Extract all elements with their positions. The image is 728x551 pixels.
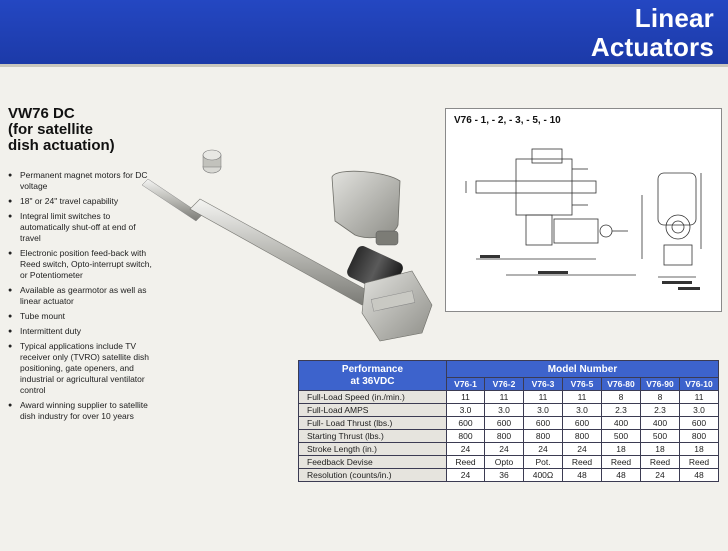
table-cell: Reed — [602, 456, 641, 469]
table-row — [299, 417, 719, 430]
dimension-diagram — [445, 108, 722, 312]
model-column-header: V76-80 — [602, 378, 641, 391]
table-cell: 600 — [524, 417, 563, 430]
table-cell: 48 — [602, 469, 641, 482]
table-cell: 11 — [447, 391, 485, 404]
table-cell: 18 — [680, 443, 719, 456]
table-cell: 2.3 — [602, 404, 641, 417]
table-cell: 18 — [602, 443, 641, 456]
table-cell: Reed — [641, 456, 680, 469]
table-cell: 24 — [447, 443, 485, 456]
table-cell: 800 — [563, 430, 602, 443]
inner-rod — [142, 179, 202, 221]
model-number-header: Model Number — [447, 361, 719, 378]
table-cell: 11 — [680, 391, 719, 404]
header-title — [591, 4, 714, 62]
table-cell: 11 — [563, 391, 602, 404]
table-row — [299, 404, 719, 417]
performance-table — [298, 360, 719, 482]
table-cell: Reed — [563, 456, 602, 469]
row-label: Starting Thrust (lbs.) — [299, 430, 447, 443]
feature-item: ● Typical applications include TV receiver only (TVRO) satellite dish positioning, gate openers, and industrial or agricultural ventilator control — [8, 341, 158, 396]
performance-label-line2: at 36VDC — [350, 375, 395, 387]
row-label: Full-Load Speed (in./min.) — [299, 391, 447, 404]
table-cell: 24 — [641, 469, 680, 482]
table-cell: 3.0 — [524, 404, 563, 417]
feature-item: ● Award winning supplier to satellite dish industry for over 10 years — [8, 400, 158, 422]
feature-item: ● Available as gearmotor as well as linear actuator — [8, 285, 158, 307]
table-cell: 36 — [485, 469, 524, 482]
header-title-line2: Actuators — [590, 32, 714, 62]
model-column-header: V76-2 — [485, 378, 524, 391]
actuator-photo — [140, 145, 440, 360]
table-cell: 800 — [524, 430, 563, 443]
table-row — [299, 443, 719, 456]
table-cell: 3.0 — [680, 404, 719, 417]
header-divider — [0, 64, 728, 67]
table-row — [299, 391, 719, 404]
row-label: Full-Load AMPS — [299, 404, 447, 417]
table-cell: 8 — [641, 391, 680, 404]
table-cell: 400Ω — [524, 469, 563, 482]
technical-drawing — [446, 109, 721, 311]
table-cell: 800 — [485, 430, 524, 443]
table-cell: 11 — [524, 391, 563, 404]
table-cell: 800 — [447, 430, 485, 443]
product-title-line2: (for satellite — [8, 121, 94, 138]
header-title-line1: Linear — [634, 3, 714, 33]
table-cell: 400 — [641, 417, 680, 430]
product-title-line1: VW76 DC — [8, 105, 75, 122]
table-cell: 11 — [485, 391, 524, 404]
feature-item: ● 18" or 24" travel capability — [8, 196, 158, 207]
row-label: Resolution (counts/in.) — [299, 469, 447, 482]
table-cell: 400 — [602, 417, 641, 430]
feature-item: ● Electronic position feed-back with Reed switch, Opto-interrupt switch, or Potentiometer — [8, 248, 158, 281]
model-column-header: V76-90 — [641, 378, 680, 391]
table-row — [299, 430, 719, 443]
product-title-line3: dish actuation) — [8, 137, 115, 154]
model-column-header: V76-5 — [563, 378, 602, 391]
table-row — [299, 456, 719, 469]
table-cell: Opto — [485, 456, 524, 469]
feature-item: ● Intermittent duty — [8, 326, 158, 337]
performance-header — [299, 361, 447, 391]
table-cell: 3.0 — [447, 404, 485, 417]
table-cell: 48 — [680, 469, 719, 482]
model-column-header: V76-1 — [447, 378, 485, 391]
table-cell: 24 — [563, 443, 602, 456]
feature-list — [8, 170, 158, 426]
table-cell: 18 — [641, 443, 680, 456]
table-cell: 500 — [641, 430, 680, 443]
product-title — [8, 106, 158, 154]
table-cell: 600 — [447, 417, 485, 430]
row-label: Feedback Devise — [299, 456, 447, 469]
table-cell: Pot. — [524, 456, 563, 469]
feature-item: ● Integral limit switches to automatically shut-off at end of travel — [8, 211, 158, 244]
table-cell: 48 — [563, 469, 602, 482]
table-cell: 3.0 — [563, 404, 602, 417]
table-row — [299, 469, 719, 482]
motor-cover — [332, 171, 400, 238]
table-cell: 500 — [602, 430, 641, 443]
feature-item: ● Tube mount — [8, 311, 158, 322]
table-cell: 600 — [563, 417, 602, 430]
table-cell: 600 — [680, 417, 719, 430]
model-column-header: V76-10 — [680, 378, 719, 391]
table-cell: 24 — [524, 443, 563, 456]
row-label: Stroke Length (in.) — [299, 443, 447, 456]
table-cell: 3.0 — [485, 404, 524, 417]
page-header — [0, 0, 728, 64]
table-cell: Reed — [447, 456, 485, 469]
row-label: Full- Load Thrust (lbs.) — [299, 417, 447, 430]
table-cell: 8 — [602, 391, 641, 404]
table-cell: 24 — [485, 443, 524, 456]
table-cell: 600 — [485, 417, 524, 430]
feature-item: ● Permanent magnet motors for DC voltage — [8, 170, 158, 192]
table-cell: 2.3 — [641, 404, 680, 417]
table-cell: 800 — [680, 430, 719, 443]
table-cell: 24 — [447, 469, 485, 482]
diagram-label: V76 - 1, - 2, - 3, - 5, - 10 — [454, 115, 561, 126]
table-cell: Reed — [680, 456, 719, 469]
model-column-header: V76-3 — [524, 378, 563, 391]
performance-label-line1: Performance — [341, 363, 404, 375]
